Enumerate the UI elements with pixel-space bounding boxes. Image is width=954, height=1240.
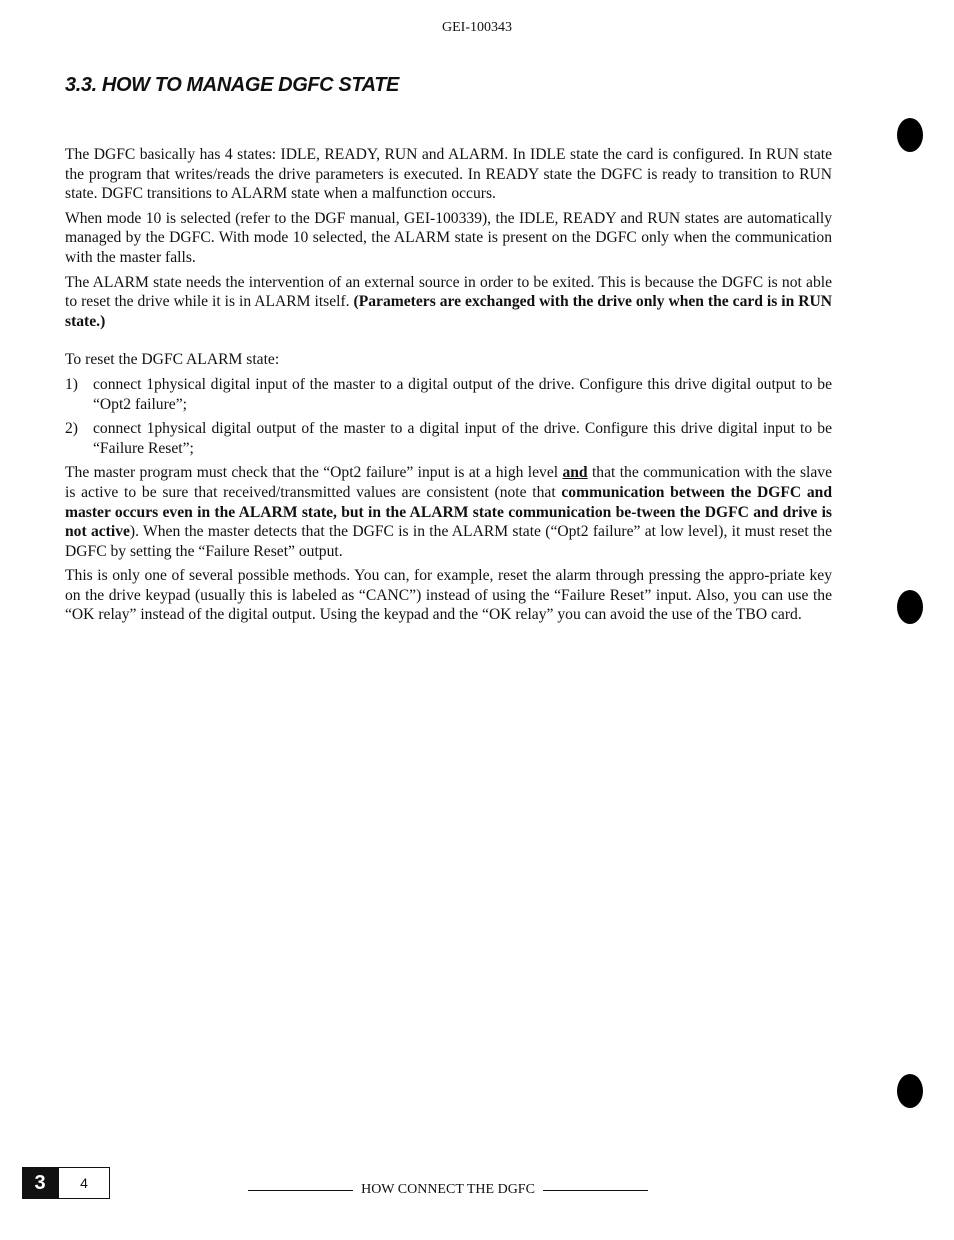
margin-bullet-marker	[897, 1074, 923, 1108]
footer-rule-left	[248, 1190, 353, 1191]
footer	[248, 1182, 648, 1198]
alarm-state-emphasis: (Parameters are exchanged with the drive only when the card is in RUN state.)	[65, 293, 832, 330]
communication-emphasis: communication between the DGFC and master occurs even in the ALARM state, but in the ALARM state communication be-tween the DGFC and drive is not active	[65, 483, 832, 541]
paragraph-reset-intro: To reset the DGFC ALARM state:	[65, 351, 280, 369]
master-program-text: ). When the master detects that the DGFC is in the ALARM state (“Opt2 failure” at low level), it must reset the DGFC by setting the “Failure Reset” output.	[65, 523, 832, 560]
margin-bullet-marker	[897, 118, 923, 152]
paragraph-mode-10: When mode 10 is selected (refer to the DGF manual, GEI-100339), the IDLE, READY and RUN states are automatically managed by the DGFC. With mode 10 selected, the ALARM state is present on the DGFC only when the communication with the master falls.	[65, 209, 832, 266]
document-id: GEI-100343	[442, 20, 512, 35]
master-program-text: The master program must check that the “Opt2 failure” input is at a high level	[65, 464, 563, 482]
margin-bullet-marker	[897, 590, 923, 624]
list-item-text: connect 1physical digital input of the master to a digital output of the drive. Configure this drive digital output to be “Opt2 failure”;	[93, 375, 832, 413]
list-item	[65, 375, 832, 414]
paragraph-master-program	[65, 463, 832, 561]
paragraph-other-methods: This is only one of several possible methods. You can, for example, reset the alarm through pressing the appro-priate key on the drive keypad (usually this is labeled as “CANC”) instead of using the “Failure Reset” input. Also, you can use the “OK relay” instead of the digital output. Using the keypad and the “OK relay” you can avoid the use of the TBO card.	[65, 567, 832, 624]
chapter-number: 3	[22, 1167, 58, 1199]
list-item-number: 1)	[65, 375, 78, 393]
section-body	[65, 145, 832, 630]
footer-title: HOW CONNECT THE DGFC	[361, 1182, 535, 1197]
footer-rule-right	[543, 1190, 648, 1191]
page-number: 4	[58, 1167, 110, 1199]
list-item-number: 2)	[65, 420, 78, 438]
section-heading: 3.3. HOW TO MANAGE DGFC STATE	[65, 74, 399, 96]
and-emphasis: and	[562, 464, 588, 482]
paragraph-states: The DGFC basically has 4 states: IDLE, READY, RUN and ALARM. In IDLE state the card is configured. In RUN state the program that writes/reads the drive parameters is executed. In READY state the DGFC is ready to transition to RUN state. DGFC transitions to ALARM state when a malfunction occurs.	[65, 146, 832, 203]
master-program-text: that the communication with the slave is active to be sure that received/transmitted values are consistent (note that	[65, 464, 832, 501]
list-item	[65, 419, 832, 458]
paragraph-alarm-state	[65, 273, 832, 332]
list-item-text: connect 1physical digital output of the master to a digital input of the drive. Configure this drive digital input to be “Failure Reset”;	[93, 420, 832, 457]
alarm-state-text: The ALARM state needs the intervention of an external source in order to be exited. This is because the DGFC is not able to reset the drive while it is in ALARM itself.	[65, 273, 832, 311]
